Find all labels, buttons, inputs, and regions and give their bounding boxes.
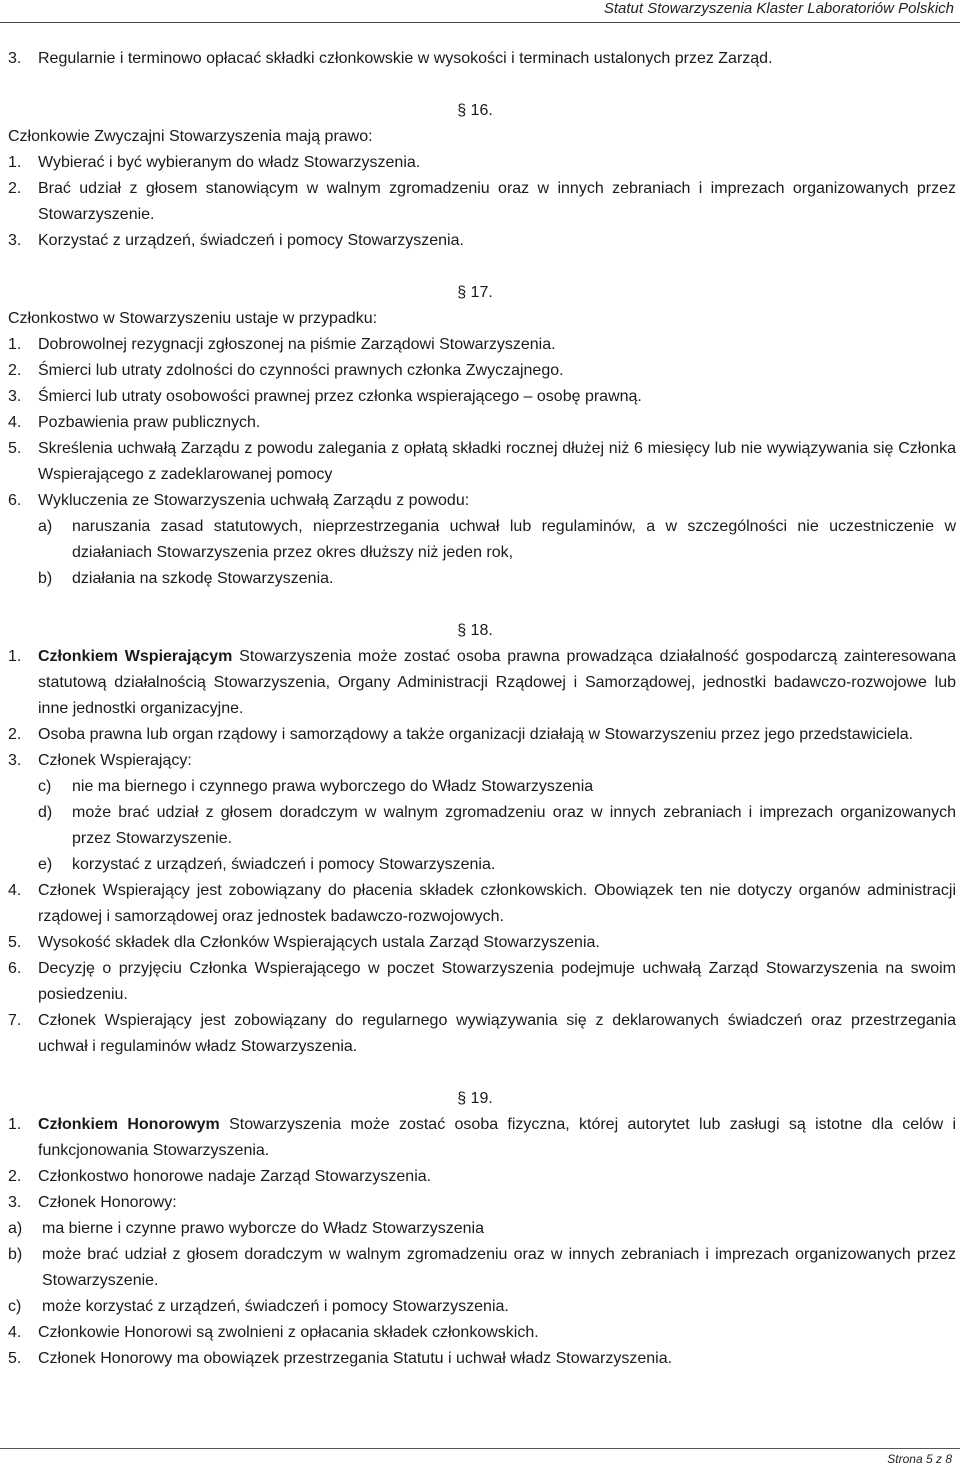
list-item: 3. Śmierci lub utraty osobowości prawnej przez członka wspierającego – osobę prawną.	[8, 388, 642, 405]
section-intro-17: Członkostwo w Stowarzyszeniu ustaje w przypadku:	[8, 310, 378, 327]
sub-item: a) ma bierne i czynne prawo wyborcze do Władz Stowarzyszenia	[8, 1220, 484, 1237]
section-title-18: § 18.	[457, 622, 493, 639]
sub-item: b) może brać udział z głosem doradczym w walnym zgromadzeniu oraz w innych zebraniach i imprezach organizowanych przez Stowarzyszenie.	[8, 1246, 956, 1289]
document-body	[8, 46, 956, 1372]
page-header: Statut Stowarzyszenia Klaster Laboratoriów Polskich	[603, 0, 954, 17]
bold-term: Członkiem Wspierającym	[38, 648, 233, 665]
sub-item: c) może korzystać z urządzeń, świadczeń i pomocy Stowarzyszenia.	[8, 1298, 509, 1315]
list-item: 3. Członek Wspierający:	[8, 752, 192, 769]
list-item: 7. Członek Wspierający jest zobowiązany do regularnego wywiązywania się z deklarowanych świadczeń oraz przestrzegania uchwał i regulaminów władz Stowarzyszenia.	[8, 1012, 956, 1055]
footer-rule	[0, 1448, 960, 1449]
list-item: 6. Decyzję o przyjęciu Członka Wspierającego w poczet Stowarzyszenia podejmuje uchwałą Zarząd Stowarzyszenia na swoim posiedzeniu.	[8, 960, 956, 1003]
bold-term: Członkiem Honorowym	[38, 1116, 220, 1133]
section-intro-16: Członkowie Zwyczajni Stowarzyszenia mają prawo:	[8, 128, 373, 145]
list-item: 2. Brać udział z głosem stanowiącym w walnym zgromadzeniu oraz w innych zebraniach i imprezach organizowanych przez Stowarzyszenie.	[8, 180, 956, 223]
list-item: 4. Członkowie Honorowi są zwolnieni z opłacania składek członkowskich.	[8, 1324, 539, 1341]
sub-item: d) może brać udział z głosem doradczym w walnym zgromadzeniu oraz w innych zebraniach i imprezach organizowanych przez Stowarzyszenie.	[38, 804, 956, 847]
sub-item: a) naruszania zasad statutowych, nieprzestrzegania uchwał lub regulaminów, a w szczególności nie uczestniczenie w działaniach Stowarzyszenia przez okres dłuższy niż jeden rok,	[38, 518, 956, 561]
section-title-16: § 16.	[457, 102, 493, 119]
header-rule	[0, 22, 960, 23]
list-item: 1. Dobrowolnej rezygnacji zgłoszonej na piśmie Zarządowi Stowarzyszenia.	[8, 336, 556, 353]
sub-item: c) nie ma biernego i czynnego prawa wyborczego do Władz Stowarzyszenia	[38, 778, 594, 795]
list-item: 2. Członkostwo honorowe nadaje Zarząd Stowarzyszenia.	[8, 1168, 432, 1185]
list-item: 5. Członek Honorowy ma obowiązek przestrzegania Statutu i uchwał władz Stowarzyszenia.	[8, 1350, 673, 1367]
list-item: 1. Członkiem Wspierającym Stowarzyszenia może zostać osoba prawna prowadząca działalność gospodarczą zainteresowana statutową działalnością Stowarzyszenia, Organy Administracji Rządowej i Samorządowej, jednostki badawczo-rozwojowe lub inne jednostki organizacyjne.	[8, 648, 956, 717]
page-number: Strona 5 z 8	[887, 1452, 952, 1466]
list-item: 4. Pozbawienia praw publicznych.	[8, 414, 261, 431]
sub-item: b) działania na szkodę Stowarzyszenia.	[38, 570, 334, 587]
list-item: 4. Członek Wspierający jest zobowiązany do płacenia składek członkowskich. Obowiązek ten nie dotyczy organów administracji rządowej i samorządowej oraz jednostek badawczo-rozwojowych.	[8, 882, 956, 925]
section-title-17: § 17.	[457, 284, 493, 301]
list-item: 6. Wykluczenia ze Stowarzyszenia uchwałą Zarządu z powodu:	[8, 492, 470, 509]
list-item: 2. Osoba prawna lub organ rządowy i samorządowy a także organizacji działają w Stowarzyszeniu przez jego przedstawiciela.	[8, 726, 914, 743]
list-item: 1. Członkiem Honorowym Stowarzyszenia może zostać osoba fizyczna, której autorytet lub zasługi są istotne dla celów i funkcjonowania Stowarzyszenia.	[8, 1116, 957, 1159]
list-item: 3. Korzystać z urządzeń, świadczeń i pomocy Stowarzyszenia.	[8, 232, 464, 249]
sub-item: e) korzystać z urządzeń, świadczeń i pomocy Stowarzyszenia.	[38, 856, 496, 873]
section-title-19: § 19.	[457, 1090, 493, 1107]
list-item: 1. Wybierać i być wybieranym do władz Stowarzyszenia.	[8, 154, 421, 171]
list-item: 5. Skreślenia uchwałą Zarządu z powodu zalegania z opłatą składki rocznej dłużej niż 6 miesięcy lub nie wywiązywania się Członka Wspierającego z zadeklarowanej pomocy	[8, 440, 956, 483]
list-item: 3. Regularnie i terminowo opłacać składki członkowskie w wysokości i terminach ustalonych przez Zarząd.	[8, 50, 773, 67]
list-item: 3. Członek Honorowy:	[8, 1194, 177, 1211]
list-item: 5. Wysokość składek dla Członków Wspierających ustala Zarząd Stowarzyszenia.	[8, 934, 600, 951]
list-item: 2. Śmierci lub utraty zdolności do czynności prawnych członka Zwyczajnego.	[8, 362, 564, 379]
